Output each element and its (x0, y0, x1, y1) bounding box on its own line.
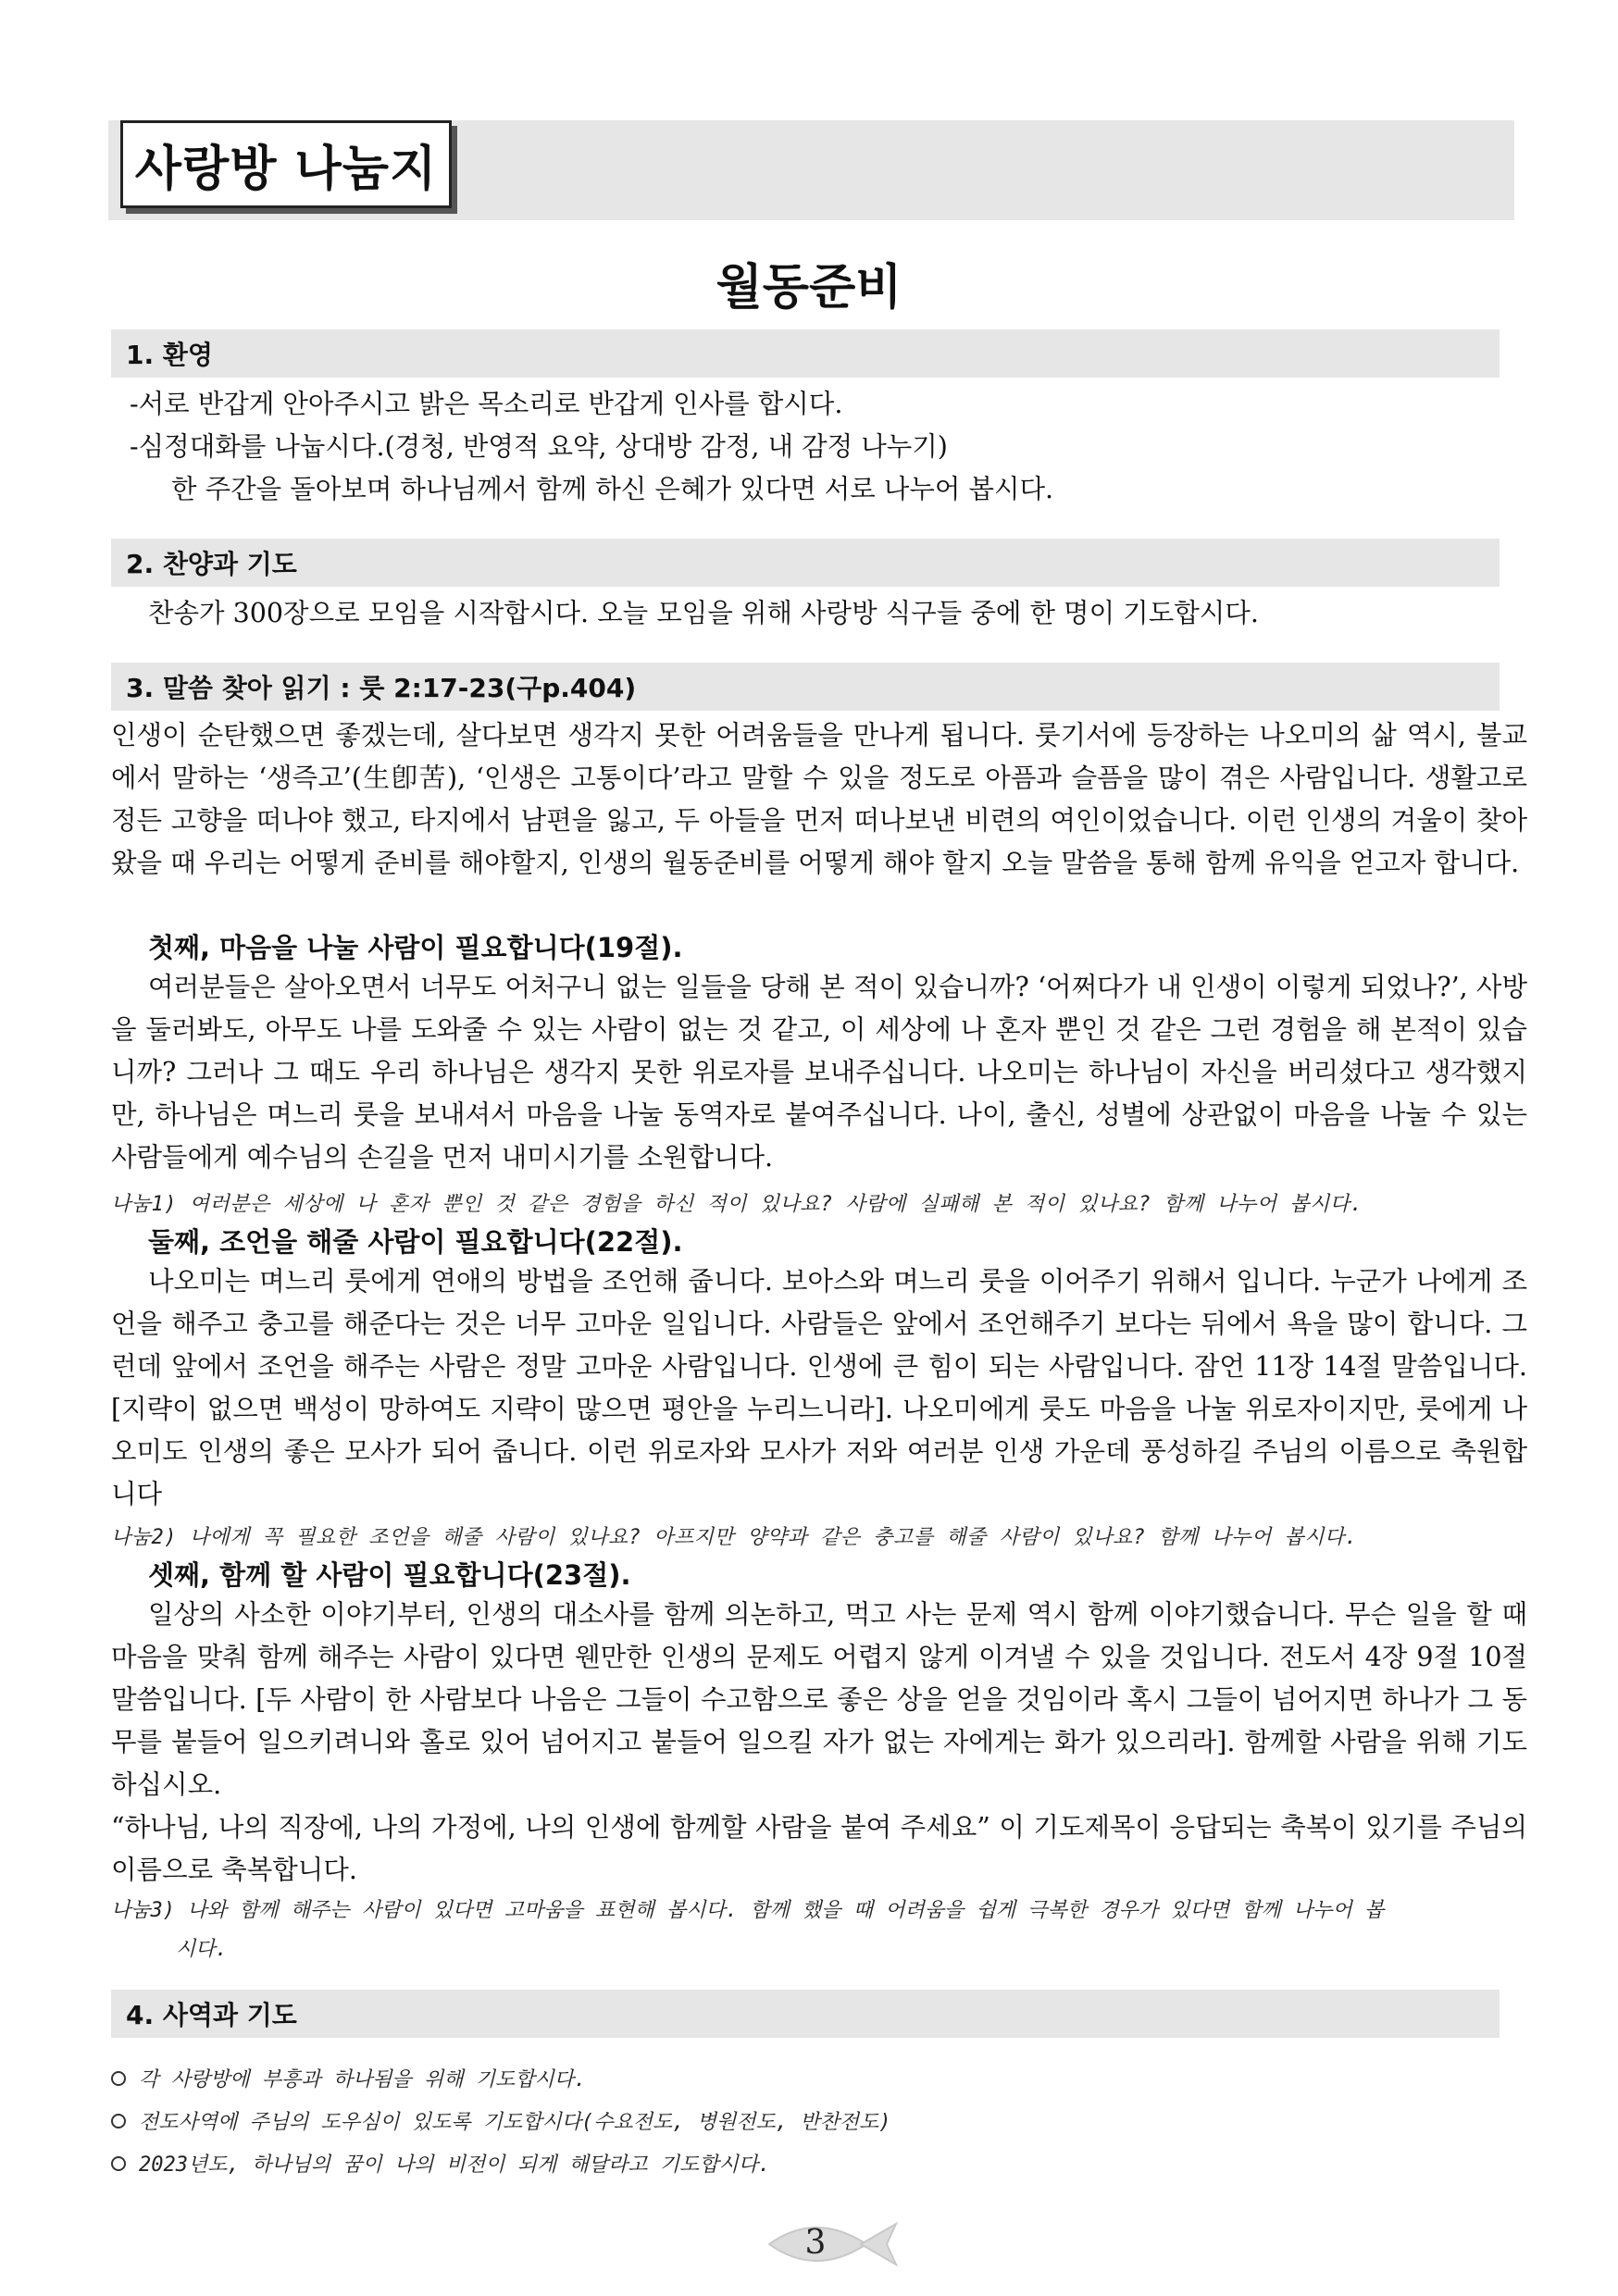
point1-body (111, 966, 1527, 1179)
point3-body (111, 1594, 1527, 1892)
point2-paragraph: 나오미는 며느리 룻에게 연애의 방법을 조언해 줍니다. 보아스와 며느리 룻을 이어주기 위해서 입니다. 누군가 나에게 조언을 해주고 충고를 해준다는 것은 너무 고마운 일입니다. 사람들은 앞에서 조언해주기 보다는 뒤에서 욕을 많이 합니다. 그런데 앞에서 조언을 해주는 사람은 정말 고마운 사람입니다. 인생에 큰 힘이 되는 사람입니다. 잠언 11장 14절 말씀입니다. [지략이 없으면 백성이 망하여도 지략이 많으면 평안을 누리느니라]. 나오미에게 룻도 마음을 나눌 위로자이지만, 룻에게 나오미도 인생의 좋은 모사가 되어 줍니다. 이런 위로자와 모사가 저와 여러분 인생 가운데 풍성하길 주님의 이름으로 축원합니다 (111, 1266, 1527, 1509)
prayer-item (111, 2064, 586, 2092)
share3-note (111, 1892, 1518, 1969)
section-heading-welcome: 1. 환영 (111, 329, 1500, 378)
point3-prayer: “하나님, 나의 직장에, 나의 가정에, 나의 인생에 함께할 사람을 붙여 주세요” 이 기도제목이 응답되는 축복이 있기를 주님의 이름으로 축복합니다. (111, 1812, 1527, 1885)
page-number-text: 3 (804, 2224, 827, 2262)
point1-title: 첫째, 마음을 나눌 사람이 필요합니다(19절). (148, 932, 683, 963)
header-label: 사랑방 나눔지 (134, 142, 438, 197)
point3-title: 셋째, 함께 할 사람이 필요합니다(23절). (148, 1559, 631, 1591)
page-number (765, 2216, 903, 2272)
scripture-intro (111, 714, 1527, 885)
section-heading-scripture: 3. 말씀 찾아 읽기 : 룻 2:17-23(구p.404) (111, 663, 1500, 711)
prayer-item (111, 2106, 891, 2135)
share3-line-1: 나눔3) 나와 함께 해주는 사람이 있다면 고마움을 표현해 봅시다. 함께 했을 때 어려움을 쉽게 극복한 경우가 있다면 함께 나누어 봅 (111, 1899, 1385, 1922)
prayer-item-text: 전도사역에 주님의 도우심이 있도록 기도합시다(수요전도, 병원전도, 반찬전도) (139, 2111, 891, 2134)
share3-line-2: 시다. (176, 1938, 228, 1961)
bullet-circle-icon (111, 2071, 126, 2086)
section-heading-praise: 2. 찬양과 기도 (111, 539, 1500, 587)
welcome-line-3: 한 주간을 돌아보며 하나님께서 함께 하신 은혜가 있다면 서로 나누어 봅시다. (171, 474, 1054, 504)
point1-paragraph: 여러분들은 살아오면서 너무도 어처구니 없는 일들을 당해 본 적이 있습니까? ‘어쩌다가 내 인생이 이렇게 되었나?’, 사방을 둘러봐도, 아무도 나를 도와줄 수 있는 사람이 없는 것 같고, 이 세상에 나 혼자 뿐인 것 같은 그런 경험을 해 본적이 있습니까? 그러나 그 때도 우리 하나님은 생각지 못한 위로자를 보내주십니다. 나오미는 하나님이 자신을 버리셨다고 생각했지만, 하나님은 며느리 룻을 보내셔서 마음을 나눌 동역자로 붙여주십니다. 나이, 출신, 성별에 상관없이 마음을 나눌 수 있는 사람들에게 예수님의 손길을 먼저 내미시기를 소원합니다. (111, 972, 1527, 1173)
page-title: 월동준비 (716, 260, 902, 316)
point3-paragraph: 일상의 사소한 이야기부터, 인생의 대소사를 함께 의논하고, 먹고 사는 문제 역시 함께 이야기했습니다. 무슨 일을 할 때 마음을 맞춰 함께 해주는 사람이 있다면 웬만한 인생의 문제도 어렵지 않게 이겨낼 수 있을 것입니다. 전도서 4장 9절 10절 말씀입니다. [두 사람이 한 사람보다 나음은 그들이 수고함으로 좋은 상을 얻을 것임이라 혹시 그들이 넘어지면 하나가 그 동무를 붙들어 일으키려니와 홀로 있어 넘어지고 붙들어 일으킬 자가 없는 자에게는 화가 있으리라]. 함께할 사람을 위해 기도하십시오. (111, 1599, 1527, 1800)
share2-note: 나눔2) 나에게 꼭 필요한 조언을 해줄 사람이 있나요? 아프지만 양약과 같은 충고를 해줄 사람이 있나요? 함께 나누어 봅시다. (111, 1526, 1358, 1549)
section-heading-ministry: 4. 사역과 기도 (111, 1990, 1500, 2038)
header-box (120, 120, 452, 208)
welcome-line-2: -심정대화를 나눕시다.(경청, 반영적 요약, 상대방 감정, 내 감정 나누기) (130, 431, 948, 462)
bullet-circle-icon (111, 2156, 126, 2171)
share1-note: 나눔1) 여러분은 세상에 나 혼자 뿐인 것 같은 경험을 하신 적이 있나요? 사람에 실패해 본 적이 있나요? 함께 나누어 봅시다. (111, 1193, 1363, 1216)
prayer-item-text: 2023년도, 하나님의 꿈이 나의 비전이 되게 해달라고 기도합시다. (139, 2153, 771, 2177)
point2-title: 둘째, 조언을 해줄 사람이 필요합니다(22절). (148, 1226, 683, 1258)
prayer-item-text: 각 사랑방에 부흥과 하나됨을 위해 기도합시다. (139, 2068, 587, 2091)
intro-paragraph: 인생이 순탄했으면 좋겠는데, 살다보면 생각지 못한 어려움들을 만나게 됩니다. 룻기서에 등장하는 나오미의 삶 역시, 불교에서 말하는 ‘생즉고’(生卽苦), ‘인생은 고통이다’라고 말할 수 있을 정도로 아픔과 슬픔을 많이 겪은 사람입니다. 생활고로 정든 고향을 떠나야 했고, 타지에서 남편을 잃고, 두 아들을 먼저 떠나보낸 비련의 여인이었습니다. 이런 인생의 겨울이 찾아왔을 때 우리는 어떻게 준비를 해야할지, 인생의 월동준비를 어떻게 해야 할지 오늘 말씀을 통해 함께 유익을 얻고자 합니다. (111, 720, 1527, 878)
welcome-line-1: -서로 반갑게 안아주시고 밝은 목소리로 반갑게 인사를 합시다. (130, 389, 843, 419)
praise-text: 찬송가 300장으로 모임을 시작합시다. 오늘 모임을 위해 사랑방 식구들 중에 한 명이 기도합시다. (148, 598, 1259, 628)
prayer-item (111, 2149, 770, 2178)
bullet-circle-icon (111, 2114, 126, 2128)
point2-body (111, 1260, 1527, 1516)
